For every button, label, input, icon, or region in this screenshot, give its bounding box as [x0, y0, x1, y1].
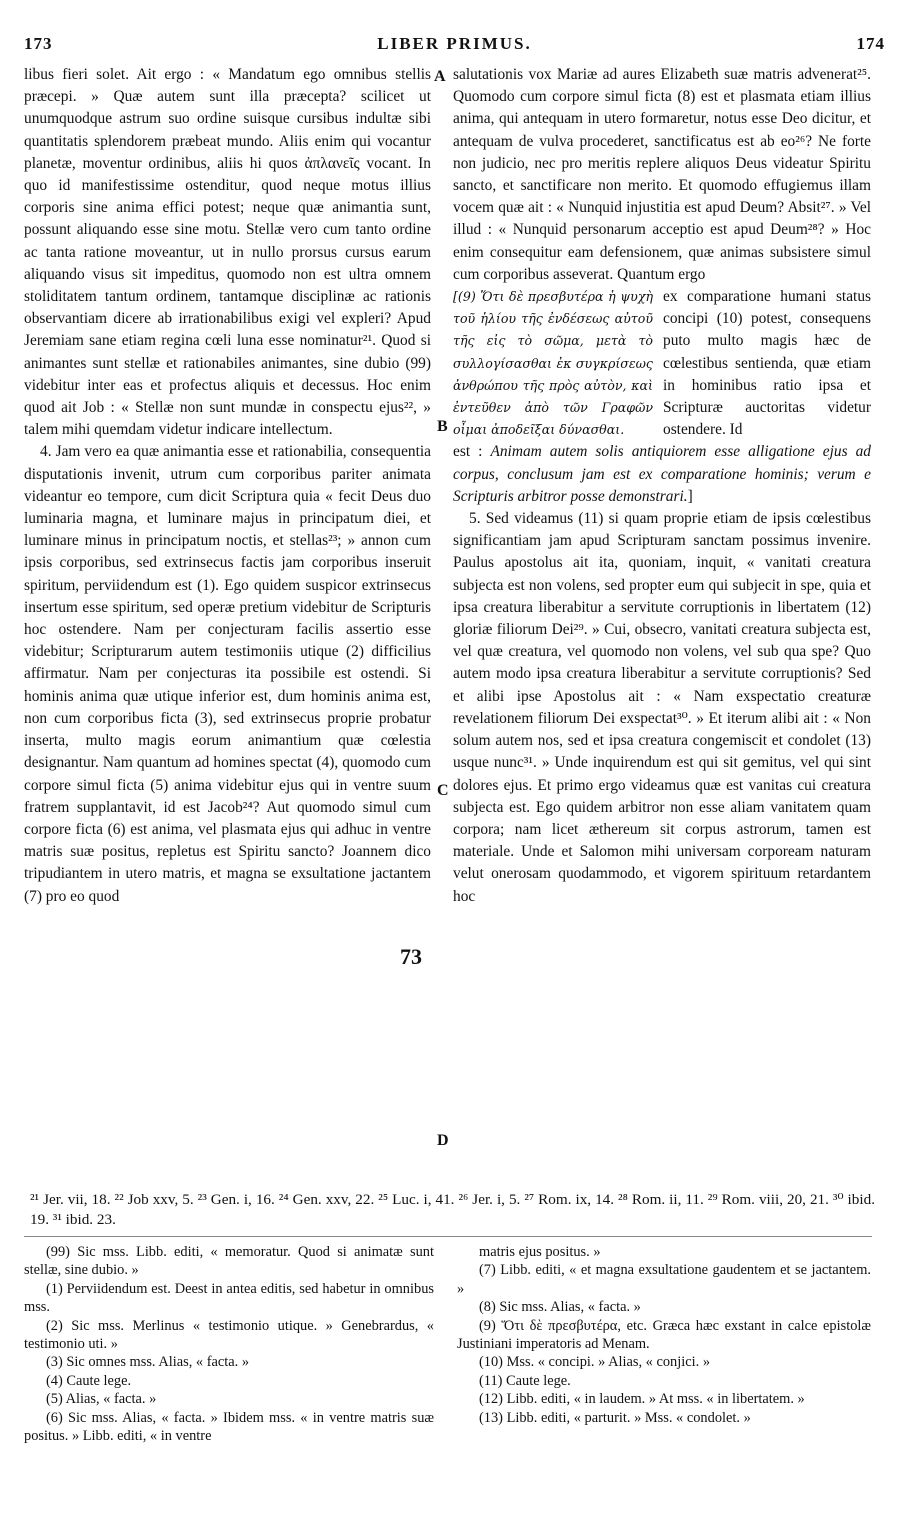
footnote-divider: [24, 1236, 872, 1237]
footnote: (3) Sic omnes mss. Alias, « facta. »: [46, 1354, 250, 1371]
translation-note-end: ]: [687, 487, 693, 505]
right-column: [453, 64, 871, 908]
running-header: [24, 34, 885, 56]
footnotes-left: [24, 1243, 434, 1445]
greek-parallel-block: [453, 286, 871, 441]
running-title: LIBER PRIMUS.: [377, 34, 532, 53]
margin-column-number: 73: [400, 944, 422, 969]
footnote: matris ejus positus. »: [479, 1244, 601, 1260]
greek-text: [(9) Ὅτι δὲ πρεσβυτέρα ἡ ψυχὴ τοῦ ἡλίου τῆς ἐνδέσεως αὐτοῦ τῆς εἰς τὸ σῶμα, μετὰ τὸ συλλογίσασθαι ἐκ συγκρίσεως ἀνθρώπου τῆς πρὸς αὐτὸν, καὶ ἐντεῦθεν ἀπὸ τῶν Γραφῶν οἶμαι ἀποδεῖξαι δύνασθαι.: [453, 289, 653, 438]
footnote: (4) Caute lege.: [46, 1372, 132, 1389]
footnote: (8) Sic mss. Alias, « facta. »: [479, 1299, 641, 1316]
translation-note-italic: Animam autem solis antiquiorem esse alligatione ejus ad corpus, conclusum jam est ex comparatione hominis; verum e Scripturis arbitror posse demonstrari.: [453, 443, 872, 505]
footnote: (10) Mss. « concipi. » Alias, « conjici. »: [479, 1354, 711, 1371]
footnote: (7) Libb. editi, « et magna exsultatione gaudentem et se jactantem. »: [457, 1262, 871, 1297]
footnote: (1) Perviidendum est. Deest in antea editis, sed habetur in omnibus mss.: [24, 1280, 434, 1316]
footnote: (2) Sic mss. Merlinus « testimonio utique. » Genebrardus, « testimonio uti. »: [24, 1317, 434, 1353]
footnote: (13) Libb. editi, « parturit. » Mss. « condolet. »: [479, 1409, 751, 1426]
footnote: (11) Caute lege.: [479, 1372, 571, 1389]
margin-letter-c: C: [437, 782, 449, 799]
right-paragraph-2: 5. Sed videamus (11) si quam proprie etiam de ipsis cœlestibus significantiam jam apud Scripturam sanctam possimus invenire. Paulus apostolus ait ita, quoniam, inquit, « vanitati creatura subjecta est non volens, sed propter eum qui subjecit in spe, quia et ipsa creatura liberabitur a servitute corruptionis in libertatem (12) gloriæ filiorum Dei²⁹. » Cui, obsecro, vanitati creatura subjecta est, vel quæ creatura, vel quomodo non volens, vel sub qua spe? Quo autem modo ipsa creatura liberabitur a servitute corruptionis? Sed et alibi ipse Apostolus ait : « Nam exspectatio creaturæ revelationem filiorum Dei exspectat³⁰. » Et iterum alibi ait : « Non solum autem nos, sed et ipsa creatura congemiscit et condolet (13) usque nunc³¹. » Unde inquirendum est qui sit gemitus, vel qui sint dolores ejus. Et primo ergo videamus quæ est vanitas cui creatura subjecta est. Ego quidem arbitror non esse aliam vanitatem quam corpora; nam licet æthereum sit corpus astrorum, tamen est materiale. Unde et Salomon mihi universam corpoream naturam velut onerosam quodammodo, et vigorem spirituum retardantem hoc: [453, 510, 871, 905]
left-paragraph-2: 4. Jam vero ea quæ animantia esse et rationabilia, consequentia disputationis invenit, utrum cum corporibus pariter animata videantur eo tempore, cum dicit Scriptura quia « fecit Deus duo luminaria magna, et luminare majus in principatum diei, et luminare minus in principatum noctis, et stellas²³; » annon cum ipsis corporibus, sed extrinsecus factis jam corporibus inseruit spiritum, perviidendum est (1). Ego quidem suspicor extrinsecus insertum esse spiritum, sed operæ pretium videbitur de Scripturis hoc ostendere. Nam per conjecturam facilis assertio esse videbitur; Scripturarum autem testimoniis utique (2) difficilius affirmatur. Nam per conjecturas ita possibile est ostendi. Si hominis anima quæ utique inferior est, dum hominis anima est, non cum corporibus ficta (3), sed extrinsecus proprie probatur inserta, multo magis eorum animantium quæ cœlestia designantur. Nam quantum ad homines spectat (4), quomodo cum corpore simul ficta (5) anima videbitur ejus qui in ventre suum fratrem supplantavit, id est Jacob²⁴? Aut quomodo simul cum corpore ficta (6) est anima, vel plasmata ejus qui adhuc in ventre matris suæ positus, repletus est Spiritu sancto? Joannem dico tripudiantem in utero matris, et magna se exsultatione jactantem (7) pro eo quod: [24, 443, 431, 905]
page-number-right: 174: [856, 34, 885, 53]
margin-letter-b: B: [437, 418, 448, 435]
footnotes-right: [457, 1243, 871, 1427]
footnote: (5) Alias, « facta. »: [46, 1391, 157, 1408]
translation-note-lead: est :: [453, 443, 491, 461]
footnote: (6) Sic mss. Alias, « facta. » Ibidem mss. « in ventre matris suæ positus. » Libb. editi, « in ventre: [24, 1409, 434, 1445]
translation-note: [453, 441, 871, 508]
scripture-references: ²¹ Jer. vii, 18. ²² Job xxv, 5. ²³ Gen. i, 16. ²⁴ Gen. xxv, 22. ²⁵ Luc. i, 41. ²⁶ Jer. i, 5. ²⁷ Rom. ix, 14. ²⁸ Rom. ii, 11. ²⁹ Rom. viii, 20, 21. ³⁰ ibid. 19. ³¹ ibid. 23.: [30, 1191, 875, 1228]
left-paragraph-1: libus fieri solet. Ait ergo : « Mandatum ego omnibus stellis præcepi. » Quæ autem sunt illa præcepta? scilicet ut unumquodque astrum suo ordine suisque cursibus indultæ sibi quantitatis splendorem præbeat mundo. Aliis enim qui vocantur planetæ, moventur ordinibus, aliis hi quos ἀπλανεῖς vocant. In quo id manifestissime ostenditur, quod neque motus illius corporis sine anima effici potest; neque quæ animantia sunt, possunt aliquando esse sine motu. Stellæ vero cum tanto ordine ac tanta ratione moveantur, ut in nullo prorsus cursus earum aliquando visus sit impeditus, quomodo non est ultra omnem stoliditatem tantum ordinem, tantamque disciplinæ ac rationis observantiam dicere ab irrationabilibus exigi vel expleri? Apud Jeremiam sane etiam regina cœli luna esse nominatur²¹. Quod si animantes sunt stellæ et rationabiles animantes, sine dubio (99) videbitur inter eas et profectus aliquis et decessus. Hoc enim quod ait Job : « Stellæ non sunt mundæ in conspectu ejus²², » talem mihi quemdam videtur indicare intellectum.: [24, 66, 431, 439]
latin-parallel-text: ex comparatione humani status concipi (10) potest, consequens puto multo magis hæc de cœlestibus sentienda, quæ etiam in hominibus ratio ipsa et Scripturæ auctoritas videtur ostendere. Id: [663, 288, 871, 439]
footnote: (12) Libb. editi, « in laudem. » At mss. « in libertatem. »: [479, 1391, 805, 1408]
left-column: [24, 64, 431, 908]
margin-letter-a: A: [434, 68, 446, 85]
margin-letter-d: D: [437, 1132, 449, 1149]
right-paragraph-1: salutationis vox Mariæ ad aures Elizabeth suæ matris advenerat²⁵. Quomodo cum corpore simul ficta (8) est et plasmata etiam illius anima, qui antequam in utero formaretur, notus esse Deo dicitur, et antequam de vulva procederet, sanctificatus est ab eo²⁶? Ne forte non judicio, nec pro meritis replere aliquos Deus videatur Spiritu sancto, et sanctificare non merito. Et quomodo effugiemus illam vocem quæ ait : « Nunquid injustitia est apud Deum? Absit²⁷. » Vel illud : « Nunquid personarum acceptio est apud Deum²⁸? » Hoc enim consequitur eam defensionem, quæ animas subsistere simul cum corporibus asseverat. Quantum ergo: [453, 66, 871, 283]
footnote: (9) Ὅτι δὲ πρεσβυτέρα, etc. Græca hæc exstant in calce epistolæ Justiniani imperatoris ad Menam.: [457, 1317, 871, 1353]
page-number-left: 173: [24, 34, 53, 53]
footnote: (99) Sic mss. Libb. editi, « memoratur. Quod si animatæ sunt stellæ, sine dubio. »: [24, 1244, 434, 1279]
